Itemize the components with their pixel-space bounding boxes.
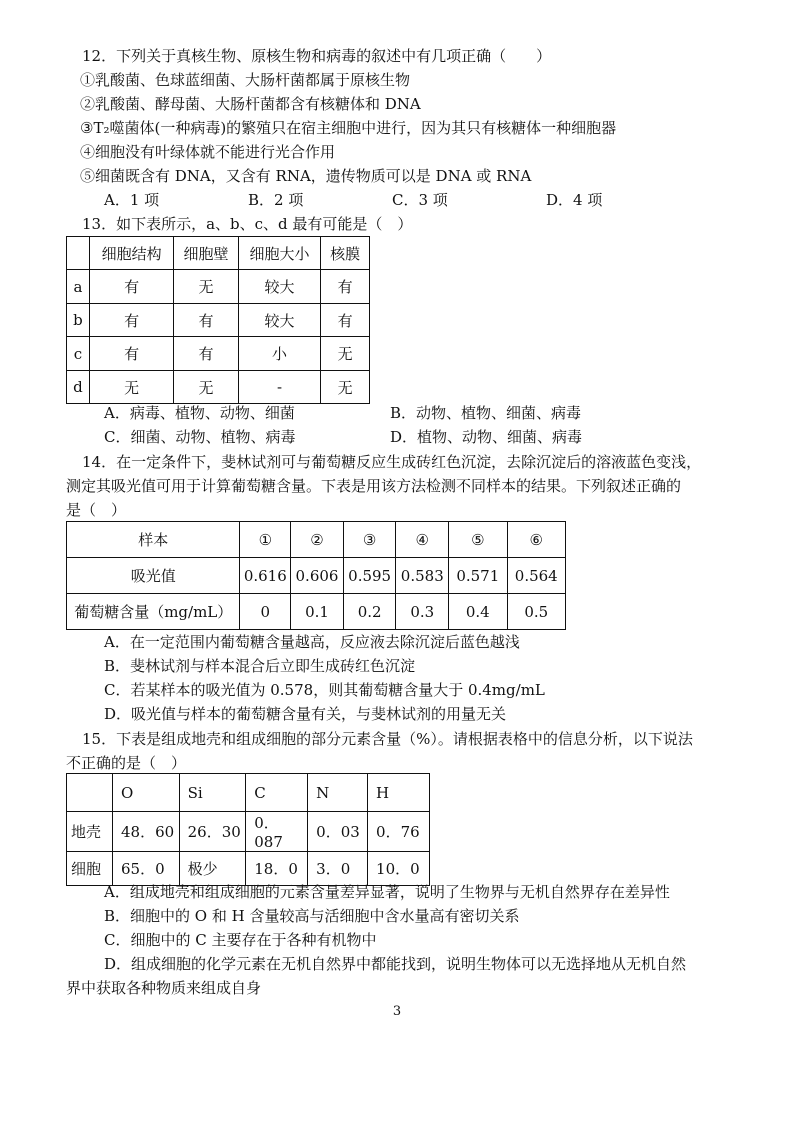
table-cell: 核膜 [321, 237, 370, 270]
table-cell: 样本 [67, 522, 240, 558]
table-cell: 较大 [238, 270, 320, 304]
q12-option-a: A．1 项 [104, 191, 160, 209]
table-cell: a [67, 270, 90, 304]
table-cell: 26．30 [179, 812, 246, 852]
q14-stem-line-3: 是（ ） [66, 501, 127, 519]
q12-item-5: ⑤细菌既含有 DNA，又含有 RNA，遗传物质可以是 DNA 或 RNA [80, 167, 532, 185]
table-cell: 有 [174, 337, 239, 371]
q15-option-c: C．细胞中的 C 主要存在于各种有机物中 [104, 931, 377, 949]
q15-option-a: A．组成地壳和组成细胞的元素含量差异显著，说明了生物界与无机自然界存在差异性 [104, 883, 670, 901]
table-cell: C [246, 774, 308, 812]
q15-stem-line-2: 不正确的是（ ） [66, 754, 187, 772]
table-cell [67, 237, 90, 270]
table-cell: b [67, 304, 90, 337]
table-cell: d [67, 371, 90, 404]
table-cell: c [67, 337, 90, 371]
q13-option-b: B．动物、植物、细菌、病毒 [390, 404, 582, 422]
table-cell: 吸光值 [67, 558, 240, 594]
table-cell: ⑥ [507, 522, 565, 558]
table-cell: 0.4 [449, 594, 507, 630]
q12-item-4: ④细胞没有叶绿体就不能进行光合作用 [80, 143, 336, 161]
table-cell: 细胞大小 [238, 237, 320, 270]
q12-item-1: ①乳酸菌、色球蓝细菌、大肠杆菌都属于原核生物 [80, 71, 411, 89]
table-cell: 葡萄糖含量（mg/mL） [67, 594, 240, 630]
table-cell: 较大 [238, 304, 320, 337]
table-cell: 有 [321, 270, 370, 304]
table-cell [67, 774, 113, 812]
q13-stem: 13．如下表所示，a、b、c、d 最有可能是（ ） [82, 215, 413, 233]
table-cell: ⑤ [449, 522, 507, 558]
table-row [67, 371, 370, 404]
q12-stem: 12．下列关于真核生物、原核生物和病毒的叙述中有几项正确（ ） [82, 47, 552, 65]
page-number: 3 [392, 1004, 402, 1019]
table-row [67, 522, 566, 558]
table-cell: 0.571 [449, 558, 507, 594]
q14-option-d: D．吸光值与样本的葡萄糖含量有关，与斐林试剂的用量无关 [104, 705, 507, 723]
table-row [67, 337, 370, 371]
table-cell: 0.564 [507, 558, 565, 594]
table-cell: 无 [174, 371, 239, 404]
table-row [67, 594, 566, 630]
q13-options-row2 [104, 427, 704, 447]
q12-item-3: ③T₂噬菌体(一种病毒)的繁殖只在宿主细胞中进行，因为其只有核糖体一种细胞器 [80, 119, 617, 137]
table-cell: 48．60 [112, 812, 179, 852]
table-cell: 细胞结构 [89, 237, 173, 270]
table-row [67, 812, 430, 852]
q13-table [66, 236, 370, 404]
q14-table [66, 521, 566, 630]
table-cell: 有 [89, 270, 173, 304]
q12-item-2: ②乳酸菌、酵母菌、大肠杆菌都含有核糖体和 DNA [80, 95, 421, 113]
table-cell: ④ [396, 522, 449, 558]
table-cell: H [368, 774, 430, 812]
q15-option-d-continued: 界中获取各种物质来组成自身 [66, 979, 262, 997]
table-row [67, 270, 370, 304]
table-cell: 0.606 [291, 558, 344, 594]
q14-stem-line-1: 14．在一定条件下，斐林试剂可与葡萄糖反应生成砖红色沉淀，去除沉淀后的溶液蓝色变浅， [82, 453, 702, 471]
q15-option-d: D．组成细胞的化学元素在无机自然界中都能找到，说明生物体可以无选择地从无机自然 [104, 955, 687, 973]
q13-option-d: D．植物、动物、细菌、病毒 [390, 428, 583, 446]
q14-stem-line-2: 测定其吸光值可用于计算葡萄糖含量。下表是用该方法检测不同样本的结果。下列叙述正确的 [66, 477, 682, 495]
table-cell: 无 [321, 337, 370, 371]
table-cell: 有 [89, 304, 173, 337]
table-row [67, 558, 566, 594]
q13-option-a: A．病毒、植物、动物、细菌 [104, 404, 295, 422]
q15-stem-line-1: 15．下表是组成地壳和组成细胞的部分元素含量（%）。请根据表格中的信息分析，以下说法 [82, 730, 693, 748]
q12-option-c: C．3 项 [392, 191, 448, 209]
table-cell: 有 [89, 337, 173, 371]
table-cell: 无 [89, 371, 173, 404]
q13-options-row1 [104, 403, 704, 423]
q14-option-b: B．斐林试剂与样本混合后立即生成砖红色沉淀 [104, 657, 416, 675]
table-cell: 65．0 [112, 852, 179, 886]
table-cell: 无 [321, 371, 370, 404]
table-cell: 0．03 [308, 812, 368, 852]
table-cell: 0.616 [240, 558, 291, 594]
q15-table [66, 773, 430, 886]
table-cell: 有 [321, 304, 370, 337]
table-header-row [67, 237, 370, 270]
q12-options [104, 190, 704, 210]
table-row [67, 304, 370, 337]
table-row [67, 774, 430, 812]
table-cell: 3．0 [308, 852, 368, 886]
table-cell: 0.583 [396, 558, 449, 594]
table-cell: 0.595 [343, 558, 396, 594]
table-cell: 0 [240, 594, 291, 630]
q15-option-b: B．细胞中的 O 和 H 含量较高与活细胞中含水量高有密切关系 [104, 907, 520, 925]
table-cell: 10．0 [368, 852, 430, 886]
q12-option-b: B．2 项 [248, 191, 304, 209]
q14-option-c: C．若某样本的吸光值为 0.578，则其葡萄糖含量大于 0.4mg/mL [104, 681, 545, 699]
q13-option-c: C．细菌、动物、植物、病毒 [104, 428, 296, 446]
table-cell: ② [291, 522, 344, 558]
table-cell: 地壳 [67, 812, 113, 852]
table-cell: - [238, 371, 320, 404]
table-cell: 极少 [179, 852, 246, 886]
table-cell: 有 [174, 304, 239, 337]
table-cell: 细胞 [67, 852, 113, 886]
table-cell: 0.5 [507, 594, 565, 630]
table-cell: 小 [238, 337, 320, 371]
table-cell: 0．76 [368, 812, 430, 852]
table-cell: N [308, 774, 368, 812]
table-cell: 18．0 [246, 852, 308, 886]
table-row [67, 852, 430, 886]
table-cell: ① [240, 522, 291, 558]
table-cell: 细胞壁 [174, 237, 239, 270]
q12-option-d: D．4 项 [546, 191, 603, 209]
table-cell: 0.3 [396, 594, 449, 630]
table-cell: O [112, 774, 179, 812]
table-cell: 0.2 [343, 594, 396, 630]
q14-option-a: A．在一定范围内葡萄糖含量越高，反应液去除沉淀后蓝色越浅 [104, 633, 520, 651]
table-cell: 0．087 [246, 812, 308, 852]
table-cell: Si [179, 774, 246, 812]
table-cell: 无 [174, 270, 239, 304]
table-cell: 0.1 [291, 594, 344, 630]
table-cell: ③ [343, 522, 396, 558]
